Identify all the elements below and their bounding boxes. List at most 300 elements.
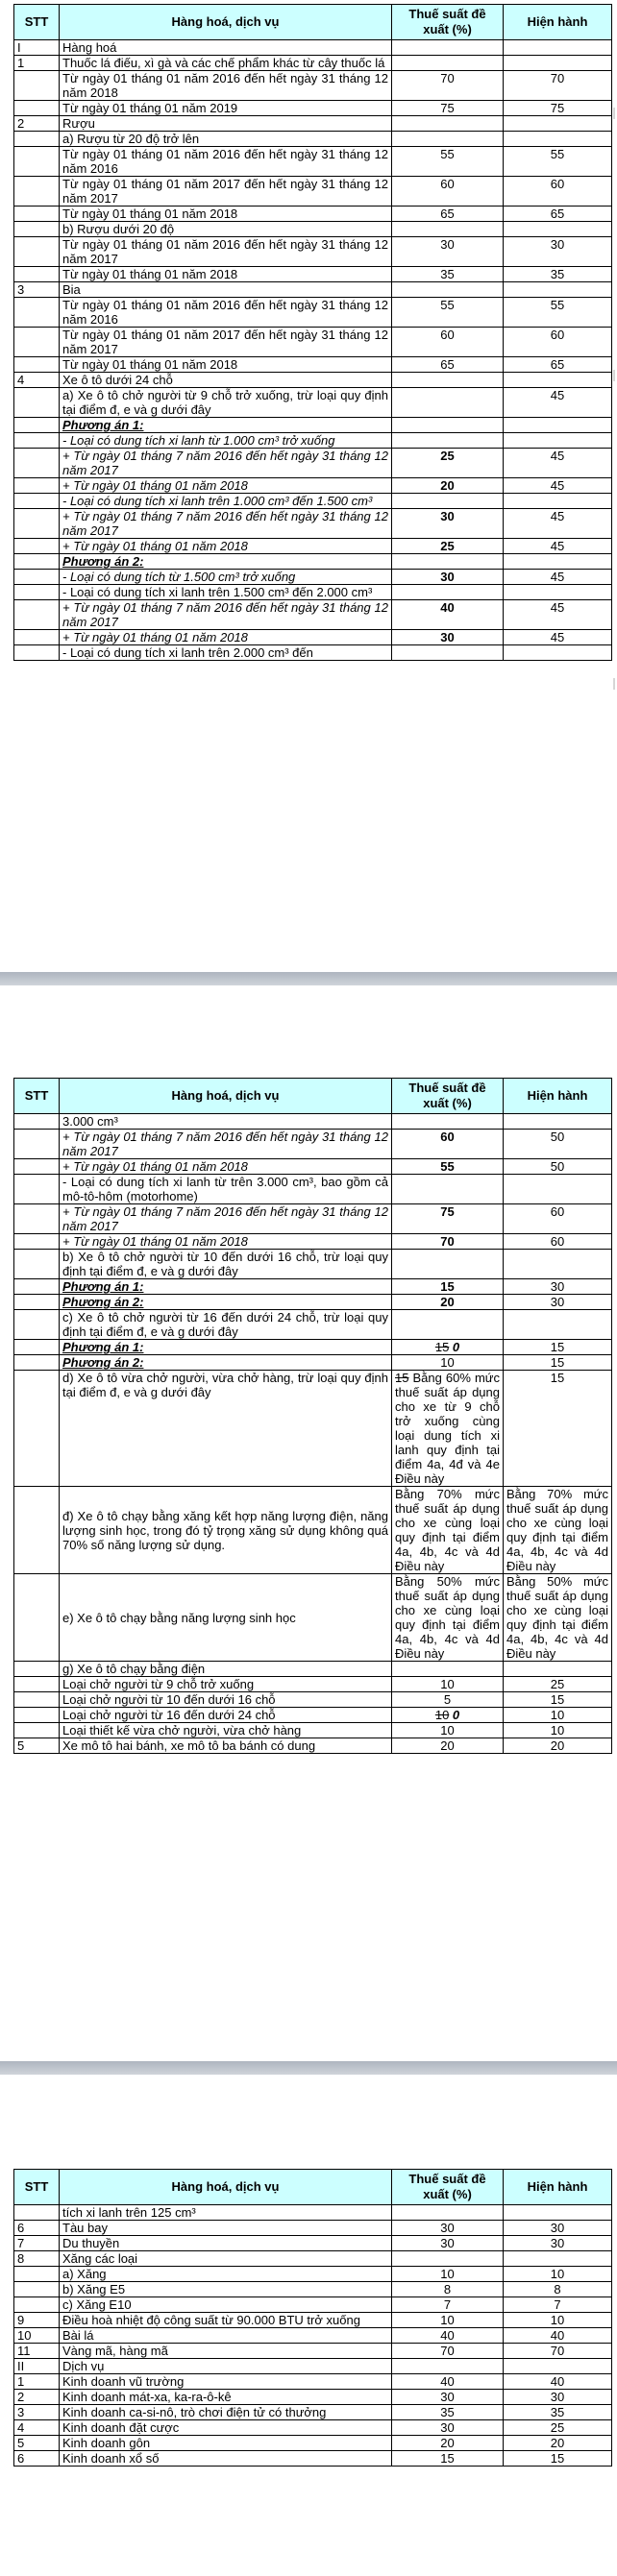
cell-goods: Từ ngày 01 tháng 01 năm 2017 đến hết ngày 31 tháng 12 năm 2017 bbox=[60, 328, 392, 357]
cell-current-rate bbox=[504, 554, 612, 570]
cell-stt bbox=[14, 539, 60, 554]
cell-current-rate: 30 bbox=[504, 2236, 612, 2251]
cell-stt bbox=[14, 1487, 60, 1574]
cell-stt bbox=[14, 1114, 60, 1130]
header-current: Hiện hành bbox=[504, 5, 612, 40]
cell-goods: + Từ ngày 01 tháng 01 năm 2018 bbox=[60, 1234, 392, 1250]
cell-current-rate bbox=[504, 132, 612, 147]
cell-goods: - Loại có dung tích xi lanh trên 1.000 cm³ đến 1.500 cm³ bbox=[60, 494, 392, 509]
cell-goods: Tàu bay bbox=[60, 2221, 392, 2236]
cell-goods: Bia bbox=[60, 282, 392, 298]
cell-current-rate: 20 bbox=[504, 2436, 612, 2451]
cell-current-rate: 60 bbox=[504, 1234, 612, 1250]
cell-proposed-rate bbox=[392, 585, 504, 600]
cell-current-rate: 10 bbox=[504, 1723, 612, 1738]
table-row bbox=[14, 177, 612, 207]
table-row bbox=[14, 2344, 612, 2359]
cell-current-rate: 15 bbox=[504, 1340, 612, 1355]
cell-current-rate: 50 bbox=[504, 1159, 612, 1175]
cell-proposed-rate bbox=[392, 2267, 504, 2282]
cell-proposed-rate bbox=[392, 418, 504, 433]
proposed-rate-value: 20 bbox=[440, 478, 455, 493]
table-row bbox=[14, 2436, 612, 2451]
proposed-rate-value: 10 bbox=[440, 1355, 455, 1370]
header-proposed: Thuế suất đề xuất (%) bbox=[392, 2170, 504, 2205]
cell-stt bbox=[14, 2297, 60, 2313]
table-row bbox=[14, 600, 612, 630]
table-row bbox=[14, 101, 612, 116]
cell-stt: 3 bbox=[14, 282, 60, 298]
cell-goods: Loại chở người từ 10 đến dưới 16 chỗ bbox=[60, 1692, 392, 1708]
cell-stt bbox=[14, 585, 60, 600]
proposed-rate-value: 65 bbox=[440, 357, 455, 372]
cell-stt: 6 bbox=[14, 2451, 60, 2467]
table-row bbox=[14, 1487, 612, 1574]
proposed-rate-value: 20 bbox=[440, 1738, 455, 1753]
cell-current-rate bbox=[504, 418, 612, 433]
cell-proposed-rate bbox=[392, 1310, 504, 1340]
cell-proposed-rate bbox=[392, 2221, 504, 2236]
table-row bbox=[14, 1723, 612, 1738]
cell-current-rate: 60 bbox=[504, 328, 612, 357]
cell-current-rate: 15 bbox=[504, 1355, 612, 1371]
proposed-rate-value: 20 bbox=[440, 2436, 455, 2450]
cell-proposed-rate bbox=[392, 554, 504, 570]
proposed-rate-value: 10 bbox=[440, 2313, 455, 2327]
cell-goods: Từ ngày 01 tháng 01 năm 2016 đến hết ngày 31 tháng 12 năm 2017 bbox=[60, 237, 392, 267]
cell-stt bbox=[14, 1677, 60, 1692]
cell-stt bbox=[14, 1692, 60, 1708]
cell-goods: - Loại có dung tích xi lanh từ trên 3.000 cm³, bao gồm cả mô-tô-hôm (motorhome) bbox=[60, 1175, 392, 1204]
proposed-rate-amendment: 0 bbox=[449, 1340, 460, 1354]
table-row bbox=[14, 1738, 612, 1754]
table-row bbox=[14, 1279, 612, 1295]
proposed-rate-value: Bằng 50% mức thuế suất áp dụng cho xe cùng loại quy định tại điểm 4a, 4b, 4c và 4d Điều này bbox=[395, 1574, 500, 1661]
cell-current-rate bbox=[504, 1250, 612, 1279]
cell-current-rate: 45 bbox=[504, 478, 612, 494]
header-stt: STT bbox=[14, 2170, 60, 2205]
cell-goods: Du thuyền bbox=[60, 2236, 392, 2251]
table-row bbox=[14, 357, 612, 373]
cell-current-rate: 65 bbox=[504, 357, 612, 373]
proposed-rate-amendment: Bằng 60% mức thuế suất áp dụng cho xe từ 9 chỗ trở xuống cùng loại dung tích xi lanh quy định tại điểm 4a, 4đ và 4e Điều này bbox=[395, 1371, 500, 1486]
table-row bbox=[14, 1295, 612, 1310]
table-row bbox=[14, 539, 612, 554]
cell-goods: Từ ngày 01 tháng 01 năm 2018 bbox=[60, 267, 392, 282]
cell-current-rate: 45 bbox=[504, 509, 612, 539]
document-page-1 bbox=[13, 4, 611, 661]
cell-goods: Vàng mã, hàng mã bbox=[60, 2344, 392, 2359]
cell-proposed-rate bbox=[392, 147, 504, 177]
proposed-rate-value: 30 bbox=[440, 509, 455, 523]
cell-current-rate: 70 bbox=[504, 71, 612, 101]
cell-current-rate: 30 bbox=[504, 2221, 612, 2236]
cell-goods: Loại thiết kế vừa chở người, vừa chở hàng bbox=[60, 1723, 392, 1738]
cell-stt: 8 bbox=[14, 2251, 60, 2267]
cell-goods: - Loại có dung tích xi lanh trên 1.500 cm³ đến 2.000 cm³ bbox=[60, 585, 392, 600]
cell-proposed-rate bbox=[392, 2328, 504, 2344]
proposed-rate-value: 60 bbox=[440, 328, 455, 342]
table-row bbox=[14, 56, 612, 71]
proposed-rate-value: 65 bbox=[440, 207, 455, 221]
table-row bbox=[14, 1175, 612, 1204]
table-row bbox=[14, 2328, 612, 2344]
table-row bbox=[14, 116, 612, 132]
cell-current-rate: 45 bbox=[504, 600, 612, 630]
cell-current-rate: 15 bbox=[504, 1371, 612, 1487]
cell-stt bbox=[14, 1295, 60, 1310]
table-row bbox=[14, 237, 612, 267]
table-row bbox=[14, 2236, 612, 2251]
cell-goods: Loại chở người từ 9 chỗ trở xuống bbox=[60, 1677, 392, 1692]
proposed-rate-value: 10 bbox=[434, 1708, 450, 1722]
proposed-rate-value: 10 bbox=[440, 2267, 455, 2281]
cell-goods: Từ ngày 01 tháng 01 năm 2018 bbox=[60, 207, 392, 222]
cell-current-rate: 30 bbox=[504, 1295, 612, 1310]
cell-goods: + Từ ngày 01 tháng 7 năm 2016 đến hết ngày 31 tháng 12 năm 2017 bbox=[60, 1204, 392, 1234]
cell-goods: a) Rượu từ 20 độ trở lên bbox=[60, 132, 392, 147]
proposed-rate-value: 15 bbox=[440, 1279, 455, 1294]
cell-stt bbox=[14, 509, 60, 539]
cell-current-rate: 45 bbox=[504, 570, 612, 585]
cell-stt: 1 bbox=[14, 2374, 60, 2390]
table-row bbox=[14, 449, 612, 478]
scroll-marker bbox=[613, 370, 615, 381]
cell-proposed-rate bbox=[392, 1723, 504, 1738]
cell-proposed-rate bbox=[392, 2344, 504, 2359]
cell-stt bbox=[14, 147, 60, 177]
proposed-rate-amendment: 0 bbox=[449, 1708, 460, 1722]
cell-goods: - Loại có dung tích xi lanh từ 1.000 cm³ trở xuống bbox=[60, 433, 392, 449]
table-row bbox=[14, 2282, 612, 2297]
proposed-rate-value: 40 bbox=[440, 2328, 455, 2343]
table-row bbox=[14, 478, 612, 494]
header-proposed: Thuế suất đề xuất (%) bbox=[392, 5, 504, 40]
cell-stt: 7 bbox=[14, 2236, 60, 2251]
proposed-rate-value: 60 bbox=[440, 1130, 455, 1144]
table-row bbox=[14, 2420, 612, 2436]
cell-goods: a) Xe ô tô chở người từ 9 chỗ trở xuống, trừ loại quy định tại điểm đ, e và g dưới đây bbox=[60, 388, 392, 418]
cell-goods: Phương án 1: bbox=[60, 418, 392, 433]
cell-stt bbox=[14, 237, 60, 267]
proposed-rate-value: 25 bbox=[440, 449, 455, 463]
cell-goods: Từ ngày 01 tháng 01 năm 2016 đến hết ngày 31 tháng 12 năm 2018 bbox=[60, 71, 392, 101]
proposed-rate-value: 30 bbox=[440, 570, 455, 584]
cell-goods: + Từ ngày 01 tháng 01 năm 2018 bbox=[60, 539, 392, 554]
cell-proposed-rate bbox=[392, 1159, 504, 1175]
cell-proposed-rate bbox=[392, 2451, 504, 2467]
cell-goods: + Từ ngày 01 tháng 01 năm 2018 bbox=[60, 1159, 392, 1175]
cell-current-rate: 65 bbox=[504, 207, 612, 222]
cell-current-rate bbox=[504, 1114, 612, 1130]
cell-stt: I bbox=[14, 40, 60, 56]
cell-proposed-rate bbox=[392, 1677, 504, 1692]
table-row bbox=[14, 132, 612, 147]
cell-goods: Rượu bbox=[60, 116, 392, 132]
proposed-rate-value: 75 bbox=[440, 1204, 455, 1219]
cell-stt bbox=[14, 1574, 60, 1662]
scroll-marker bbox=[613, 108, 615, 119]
proposed-rate-value: 55 bbox=[440, 147, 455, 161]
header-proposed: Thuế suất đề xuất (%) bbox=[392, 1079, 504, 1114]
cell-goods: c) Xăng E10 bbox=[60, 2297, 392, 2313]
table-row bbox=[14, 388, 612, 418]
cell-proposed-rate bbox=[392, 1340, 504, 1355]
cell-proposed-rate bbox=[392, 2236, 504, 2251]
cell-current-rate: 45 bbox=[504, 388, 612, 418]
table-row bbox=[14, 71, 612, 101]
cell-stt: 10 bbox=[14, 2328, 60, 2344]
cell-proposed-rate bbox=[392, 132, 504, 147]
table-row bbox=[14, 2374, 612, 2390]
cell-stt bbox=[14, 449, 60, 478]
cell-current-rate: 60 bbox=[504, 177, 612, 207]
table-row bbox=[14, 554, 612, 570]
cell-goods: Thuốc lá điếu, xì gà và các chế phẩm khác từ cây thuốc lá bbox=[60, 56, 392, 71]
cell-stt: 5 bbox=[14, 2436, 60, 2451]
proposed-rate-value: 15 bbox=[434, 1340, 450, 1354]
cell-stt bbox=[14, 1355, 60, 1371]
cell-proposed-rate bbox=[392, 1295, 504, 1310]
cell-current-rate: 45 bbox=[504, 449, 612, 478]
cell-proposed-rate bbox=[392, 328, 504, 357]
cell-current-rate bbox=[504, 40, 612, 56]
proposed-rate-value: Bằng 70% mức thuế suất áp dụng cho xe cùng loại quy định tại điểm 4a, 4b, 4c và 4d Điều này bbox=[395, 1487, 500, 1573]
table-row bbox=[14, 570, 612, 585]
proposed-rate-value: 30 bbox=[440, 2236, 455, 2250]
cell-goods: - Loại có dung tích từ 1.500 cm³ trở xuống bbox=[60, 570, 392, 585]
cell-goods: Phương án 1: bbox=[60, 1340, 392, 1355]
cell-stt bbox=[14, 298, 60, 328]
cell-proposed-rate bbox=[392, 2405, 504, 2420]
cell-current-rate bbox=[504, 282, 612, 298]
proposed-rate-value: 15 bbox=[395, 1371, 409, 1385]
cell-stt: 4 bbox=[14, 373, 60, 388]
table-row bbox=[14, 645, 612, 661]
cell-current-rate: 30 bbox=[504, 1279, 612, 1295]
cell-proposed-rate bbox=[392, 177, 504, 207]
cell-current-rate: 8 bbox=[504, 2282, 612, 2297]
cell-stt: 11 bbox=[14, 2344, 60, 2359]
cell-stt: 1 bbox=[14, 56, 60, 71]
cell-stt bbox=[14, 1234, 60, 1250]
cell-stt bbox=[14, 2282, 60, 2297]
header-goods: Hàng hoá, dịch vụ bbox=[60, 2170, 392, 2205]
cell-stt bbox=[14, 1204, 60, 1234]
cell-current-rate: 55 bbox=[504, 147, 612, 177]
cell-proposed-rate bbox=[392, 2297, 504, 2313]
proposed-rate-value: 10 bbox=[440, 1677, 455, 1691]
cell-stt bbox=[14, 388, 60, 418]
cell-goods: + Từ ngày 01 tháng 7 năm 2016 đến hết ngày 31 tháng 12 năm 2017 bbox=[60, 600, 392, 630]
table-row bbox=[14, 2297, 612, 2313]
cell-goods: Từ ngày 01 tháng 01 năm 2016 đến hết ngày 31 tháng 12 năm 2016 bbox=[60, 147, 392, 177]
table-row bbox=[14, 298, 612, 328]
cell-proposed-rate bbox=[392, 1355, 504, 1371]
cell-stt bbox=[14, 2267, 60, 2282]
cell-stt: 4 bbox=[14, 2420, 60, 2436]
header-goods: Hàng hoá, dịch vụ bbox=[60, 5, 392, 40]
proposed-rate-value: 55 bbox=[440, 1159, 455, 1174]
cell-stt bbox=[14, 554, 60, 570]
cell-proposed-rate bbox=[392, 509, 504, 539]
table-row bbox=[14, 1371, 612, 1487]
cell-stt bbox=[14, 267, 60, 282]
cell-current-rate bbox=[504, 116, 612, 132]
cell-current-rate bbox=[504, 1662, 612, 1677]
cell-proposed-rate bbox=[392, 1204, 504, 1234]
table-header bbox=[14, 1079, 612, 1114]
cell-current-rate bbox=[504, 585, 612, 600]
table-row bbox=[14, 418, 612, 433]
table-row bbox=[14, 509, 612, 539]
cell-proposed-rate bbox=[392, 1371, 504, 1487]
cell-proposed-rate bbox=[392, 2359, 504, 2374]
cell-current-rate: 15 bbox=[504, 1692, 612, 1708]
proposed-rate-value: 20 bbox=[440, 1295, 455, 1309]
cell-proposed-rate bbox=[392, 71, 504, 101]
cell-goods: Từ ngày 01 tháng 01 năm 2016 đến hết ngày 31 tháng 12 năm 2016 bbox=[60, 298, 392, 328]
table-row bbox=[14, 1692, 612, 1708]
table-row bbox=[14, 2451, 612, 2467]
tax-table-page-2 bbox=[13, 1078, 612, 1754]
table-row bbox=[14, 267, 612, 282]
table-row bbox=[14, 494, 612, 509]
cell-current-rate: 70 bbox=[504, 2344, 612, 2359]
cell-current-rate: 45 bbox=[504, 539, 612, 554]
cell-proposed-rate bbox=[392, 1708, 504, 1723]
table-row bbox=[14, 1340, 612, 1355]
cell-stt bbox=[14, 418, 60, 433]
cell-current-rate: 10 bbox=[504, 2313, 612, 2328]
table-row bbox=[14, 40, 612, 56]
table-row bbox=[14, 1708, 612, 1723]
cell-proposed-rate bbox=[392, 1574, 504, 1662]
table-row bbox=[14, 433, 612, 449]
cell-current-rate bbox=[504, 494, 612, 509]
proposed-rate-value: 8 bbox=[443, 2282, 452, 2297]
header-stt: STT bbox=[14, 5, 60, 40]
cell-proposed-rate bbox=[392, 1130, 504, 1159]
table-header bbox=[14, 5, 612, 40]
table-header bbox=[14, 2170, 612, 2205]
cell-stt bbox=[14, 1662, 60, 1677]
proposed-rate-value: 10 bbox=[440, 1723, 455, 1738]
cell-proposed-rate bbox=[392, 2251, 504, 2267]
cell-current-rate: Bằng 70% mức thuế suất áp dụng cho xe cùng loại quy định tại điểm 4a, 4b, 4c và 4d Điều này bbox=[504, 1487, 612, 1574]
table-row bbox=[14, 282, 612, 298]
table-row bbox=[14, 1355, 612, 1371]
cell-stt bbox=[14, 1159, 60, 1175]
cell-proposed-rate bbox=[392, 2420, 504, 2436]
table-row bbox=[14, 1130, 612, 1159]
table-row bbox=[14, 2405, 612, 2420]
table-row bbox=[14, 2313, 612, 2328]
cell-goods: Phương án 2: bbox=[60, 1295, 392, 1310]
cell-goods: Kinh doanh xổ số bbox=[60, 2451, 392, 2467]
cell-proposed-rate bbox=[392, 1662, 504, 1677]
cell-proposed-rate bbox=[392, 2390, 504, 2405]
cell-proposed-rate bbox=[392, 1487, 504, 1574]
cell-goods: Bài lá bbox=[60, 2328, 392, 2344]
cell-stt bbox=[14, 222, 60, 237]
table-row bbox=[14, 328, 612, 357]
cell-goods: + Từ ngày 01 tháng 01 năm 2018 bbox=[60, 630, 392, 645]
cell-proposed-rate bbox=[392, 570, 504, 585]
cell-proposed-rate bbox=[392, 2205, 504, 2221]
cell-goods: d) Xe ô tô vừa chở người, vừa chở hàng, trừ loại quy định tại điểm đ, e và g dưới đây bbox=[60, 1371, 392, 1487]
cell-current-rate bbox=[504, 222, 612, 237]
cell-current-rate bbox=[504, 373, 612, 388]
cell-proposed-rate bbox=[392, 116, 504, 132]
cell-goods: tích xi lanh trên 125 cm³ bbox=[60, 2205, 392, 2221]
proposed-rate-value: 75 bbox=[440, 101, 455, 115]
cell-goods: Kinh doanh vũ trường bbox=[60, 2374, 392, 2390]
cell-current-rate: 10 bbox=[504, 1708, 612, 1723]
proposed-rate-value: 55 bbox=[440, 298, 455, 312]
cell-goods: e) Xe ô tô chạy bằng năng lượng sinh học bbox=[60, 1574, 392, 1662]
cell-current-rate bbox=[504, 2205, 612, 2221]
cell-stt: 2 bbox=[14, 2390, 60, 2405]
cell-proposed-rate bbox=[392, 449, 504, 478]
cell-stt: 5 bbox=[14, 1738, 60, 1754]
cell-current-rate bbox=[504, 433, 612, 449]
cell-stt bbox=[14, 478, 60, 494]
cell-proposed-rate bbox=[392, 494, 504, 509]
table-row bbox=[14, 1677, 612, 1692]
proposed-rate-value: 70 bbox=[440, 2344, 455, 2358]
cell-goods: Phương án 2: bbox=[60, 1355, 392, 1371]
cell-stt bbox=[14, 1130, 60, 1159]
cell-proposed-rate bbox=[392, 1114, 504, 1130]
cell-goods: Xe ô tô dưới 24 chỗ bbox=[60, 373, 392, 388]
cell-stt: 3 bbox=[14, 2405, 60, 2420]
cell-stt bbox=[14, 71, 60, 101]
cell-proposed-rate bbox=[392, 2436, 504, 2451]
scroll-marker bbox=[613, 678, 615, 690]
cell-current-rate: 10 bbox=[504, 2267, 612, 2282]
cell-stt bbox=[14, 1175, 60, 1204]
proposed-rate-value: 30 bbox=[440, 2390, 455, 2404]
cell-proposed-rate bbox=[392, 1279, 504, 1295]
cell-goods: 3.000 cm³ bbox=[60, 1114, 392, 1130]
table-row bbox=[14, 1204, 612, 1234]
cell-proposed-rate bbox=[392, 645, 504, 661]
cell-goods: Từ ngày 01 tháng 01 năm 2019 bbox=[60, 101, 392, 116]
tax-table-page-1 bbox=[13, 4, 612, 661]
cell-stt bbox=[14, 1340, 60, 1355]
cell-proposed-rate bbox=[392, 222, 504, 237]
cell-goods: b) Xe ô tô chở người từ 10 đến dưới 16 chỗ, trừ loại quy định tại điểm đ, e và g dưới đây bbox=[60, 1250, 392, 1279]
cell-goods: Dịch vụ bbox=[60, 2359, 392, 2374]
cell-goods: Kinh doanh mát-xa, ka-ra-ô-kê bbox=[60, 2390, 392, 2405]
proposed-rate-value: 7 bbox=[443, 2297, 452, 2312]
header-stt: STT bbox=[14, 1079, 60, 1114]
cell-proposed-rate bbox=[392, 1738, 504, 1754]
proposed-rate-value: 30 bbox=[440, 2420, 455, 2435]
cell-goods: c) Xe ô tô chở người từ 16 đến dưới 24 chỗ, trừ loại quy định tại điểm đ, e và g dưới đây bbox=[60, 1310, 392, 1340]
cell-goods: + Từ ngày 01 tháng 01 năm 2018 bbox=[60, 478, 392, 494]
table-row bbox=[14, 373, 612, 388]
cell-proposed-rate bbox=[392, 40, 504, 56]
cell-proposed-rate bbox=[392, 2313, 504, 2328]
cell-goods: + Từ ngày 01 tháng 7 năm 2016 đến hết ngày 31 tháng 12 năm 2017 bbox=[60, 509, 392, 539]
cell-stt bbox=[14, 1708, 60, 1723]
cell-proposed-rate bbox=[392, 298, 504, 328]
cell-stt bbox=[14, 1250, 60, 1279]
cell-stt: II bbox=[14, 2359, 60, 2374]
header-goods: Hàng hoá, dịch vụ bbox=[60, 1079, 392, 1114]
